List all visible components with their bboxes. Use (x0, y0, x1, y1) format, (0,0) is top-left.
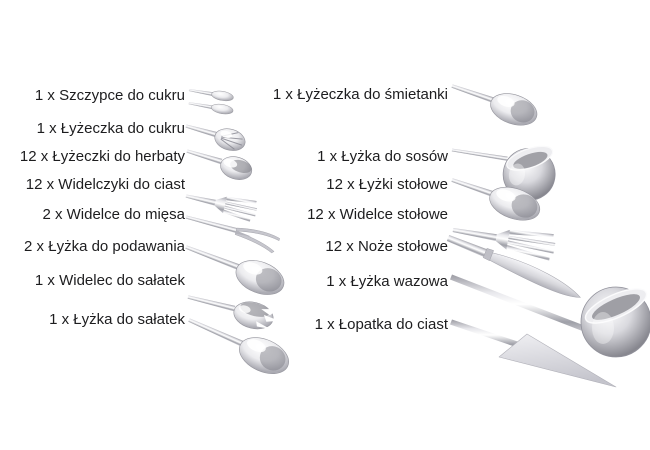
list-item-cream-spoon: 1 x Łyżeczka do śmietanki (272, 86, 448, 103)
list-item-cake-server: 1 x Łopatka do ciast (314, 316, 448, 333)
list-item-table-forks: 12 x Widelce stołowe (307, 206, 448, 223)
sugar-spoon-icon (183, 117, 248, 154)
sugar-tongs-icon (186, 85, 236, 115)
meat-fork-icon (183, 212, 280, 254)
cream-spoon-icon (447, 74, 542, 131)
list-item-salad-spoon: 1 x Łyżka do sałatek (49, 311, 185, 328)
list-item-serving-spoon: 2 x Łyżka do podawania (24, 238, 185, 255)
list-item-table-knives: 12 x Noże stołowe (325, 238, 448, 255)
list-item-table-spoons: 12 x Łyżki stołowe (326, 176, 448, 193)
list-item-salad-fork: 1 x Widelec do sałatek (34, 272, 185, 289)
list-item-sauce-ladle: 1 x Łyżka do sosów (317, 148, 448, 165)
serving-spoon-icon (180, 234, 289, 301)
table-fork-icon (451, 217, 557, 261)
list-item-soup-ladle: 1 x Łyżka wazowa (326, 273, 448, 290)
list-item-sugar-tongs: 1 x Szczypce do cukru (34, 87, 185, 104)
list-item-cake-forks: 12 x Widelczyki do ciast (25, 176, 185, 193)
list-item-meat-forks: 2 x Widelce do mięsa (42, 206, 185, 223)
list-item-sugar-spoon: 1 x Łyżeczka do cukru (36, 120, 185, 137)
list-item-tea-spoons: 12 x Łyżeczki do herbaty (19, 148, 185, 165)
tea-spoon-icon (183, 142, 254, 183)
cake-fork-icon (184, 185, 259, 222)
